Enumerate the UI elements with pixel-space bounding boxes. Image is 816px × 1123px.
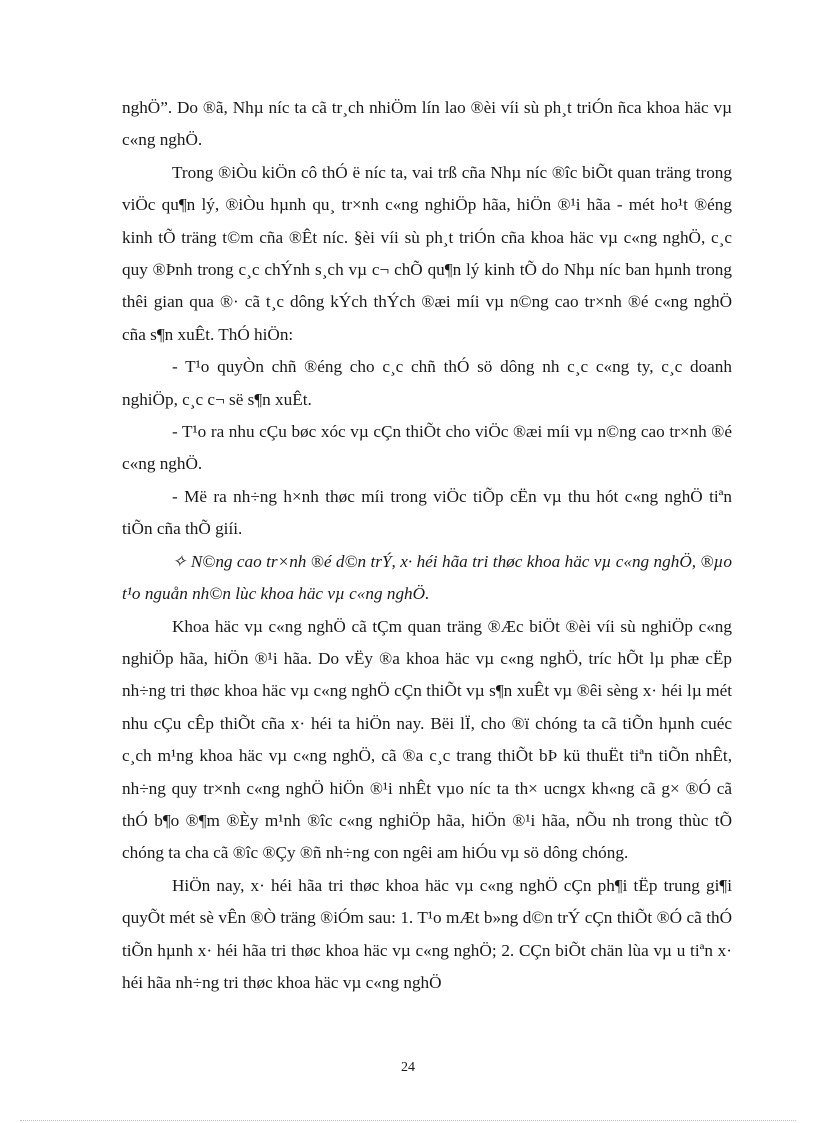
page-number: 24 — [401, 1060, 415, 1075]
body-text — [122, 92, 732, 999]
diamond-bullet-icon: ✧ — [172, 551, 187, 571]
bullet-item-1: - T¹o quyÒn chñ ®éng cho c¸c chñ thÓ sö dông nh c¸c c«ng ty, c¸c doanh nghiÖp, c¸c c¬ së s¶n xuÊt. — [122, 357, 732, 409]
section-heading-italic — [122, 546, 732, 611]
paragraph-3: Khoa häc vµ c«ng nghÖ cã tÇm quan träng ®Æc biÖt ®èi víi sù nghiÖp c«ng nghiÖp hãa, hiÖn ®¹i hãa. Do vËy ®a khoa häc vµ c«ng nghÖ, tríc hÕt lµ phæ cËp nh÷ng tri thøc khoa häc vµ c«ng nghÖ cÇn thiÕt vµ s¶n xuÊt vµ ®êi sèng x· héi lµ mét nhu cÇu cÊp thiÕt cña x· héi ta hiÖn nay. Bëi lÏ, cho ®ï chóng ta cã tiÕn hµnh cuéc c¸ch m¹ng khoa häc vµ c«ng nghÖ, cã ®a c¸c trang thiÕt bÞ kü thuËt tiªn tiÕn nhÊt, nh÷ng quy tr×nh c«ng nghÖ hiÖn ®¹i nhÊt vµo níc ta th× ucngx kh«ng cã g× ®Ó cã thÓ b¶o ®¶m ®Èy m¹nh ®îc c«ng nghiÖp hãa, hiÖn ®¹i hãa, nÕu nh trong thùc tÕ chóng ta cha cã ®îc ®Çy ®ñ nh÷ng con ngêi am hiÓu vµ sö dông chóng. — [122, 616, 732, 863]
bullet-item-2: - T¹o ra nhu cÇu bøc xóc vµ cÇn thiÕt cho viÖc ®æi míi vµ n©ng cao tr×nh ®é c«ng nghÖ. — [122, 422, 732, 474]
paragraph-1: nghÖ”. Do ®ã, Nhµ níc ta cã tr¸ch nhiÖm lín lao ®èi víi sù ph¸t triÓn ñca khoa häc vµ c«ng nghÖ. — [122, 98, 732, 150]
section-heading-text: N©ng cao tr×nh ®é d©n trÝ, x· héi hãa tri thøc khoa häc vµ c«ng nghÖ, ®µo t¹o nguån nh©n lùc khoa häc vµ c«ng nghÖ. — [122, 551, 733, 604]
paragraph-4: HiÖn nay, x· héi hãa tri thøc khoa häc vµ c«ng nghÖ cÇn ph¶i tËp trung gi¶i quyÕt mét sè vÊn ®Ò träng ®iÓm sau: 1. T¹o mÆt b»ng d©n trÝ cÇn thiÕt ®Ó cã thÓ tiÕn hµnh x· héi hãa tri thøc khoa häc vµ c«ng nghÖ; 2. CÇn biÕt chän lùa vµ u tiªn x· héi hãa nh÷ng tri thøc khoa häc vµ c«ng nghÖ — [122, 875, 732, 992]
paragraph-2: Trong ®iÒu kiÖn cô thÓ ë níc ta, vai trß cña Nhµ níc ®îc biÕt quan träng trong viÖc qu¶n lý, ®iÒu hµnh qu¸ tr×nh c«ng nghiÖp hãa, hiÖn ®¹i hãa - mét ho¹t ®éng kinh tÕ träng t©m cña ®Êt níc. §èi víi sù ph¸t triÓn cña khoa häc vµ c«ng nghÖ, c¸c quy ®Þnh trong c¸c chÝnh s¸ch vµ c¬ chÕ qu¶n lý kinh tÕ do Nhµ níc ban hµnh trong thêi gian qua ®· cã t¸c dông kÝch thÝch ®æi míi vµ n©ng cao tr×nh ®é c«ng nghÖ cña s¶n xuÊt. ThÓ hiÖn: — [122, 162, 732, 344]
bullet-item-3: - Më ra nh÷ng h×nh thøc míi trong viÖc tiÕp cËn vµ thu hót c«ng nghÖ tiªn tiÕn cña thÕ giíi. — [122, 486, 732, 539]
page-bottom-divider — [20, 1120, 796, 1121]
